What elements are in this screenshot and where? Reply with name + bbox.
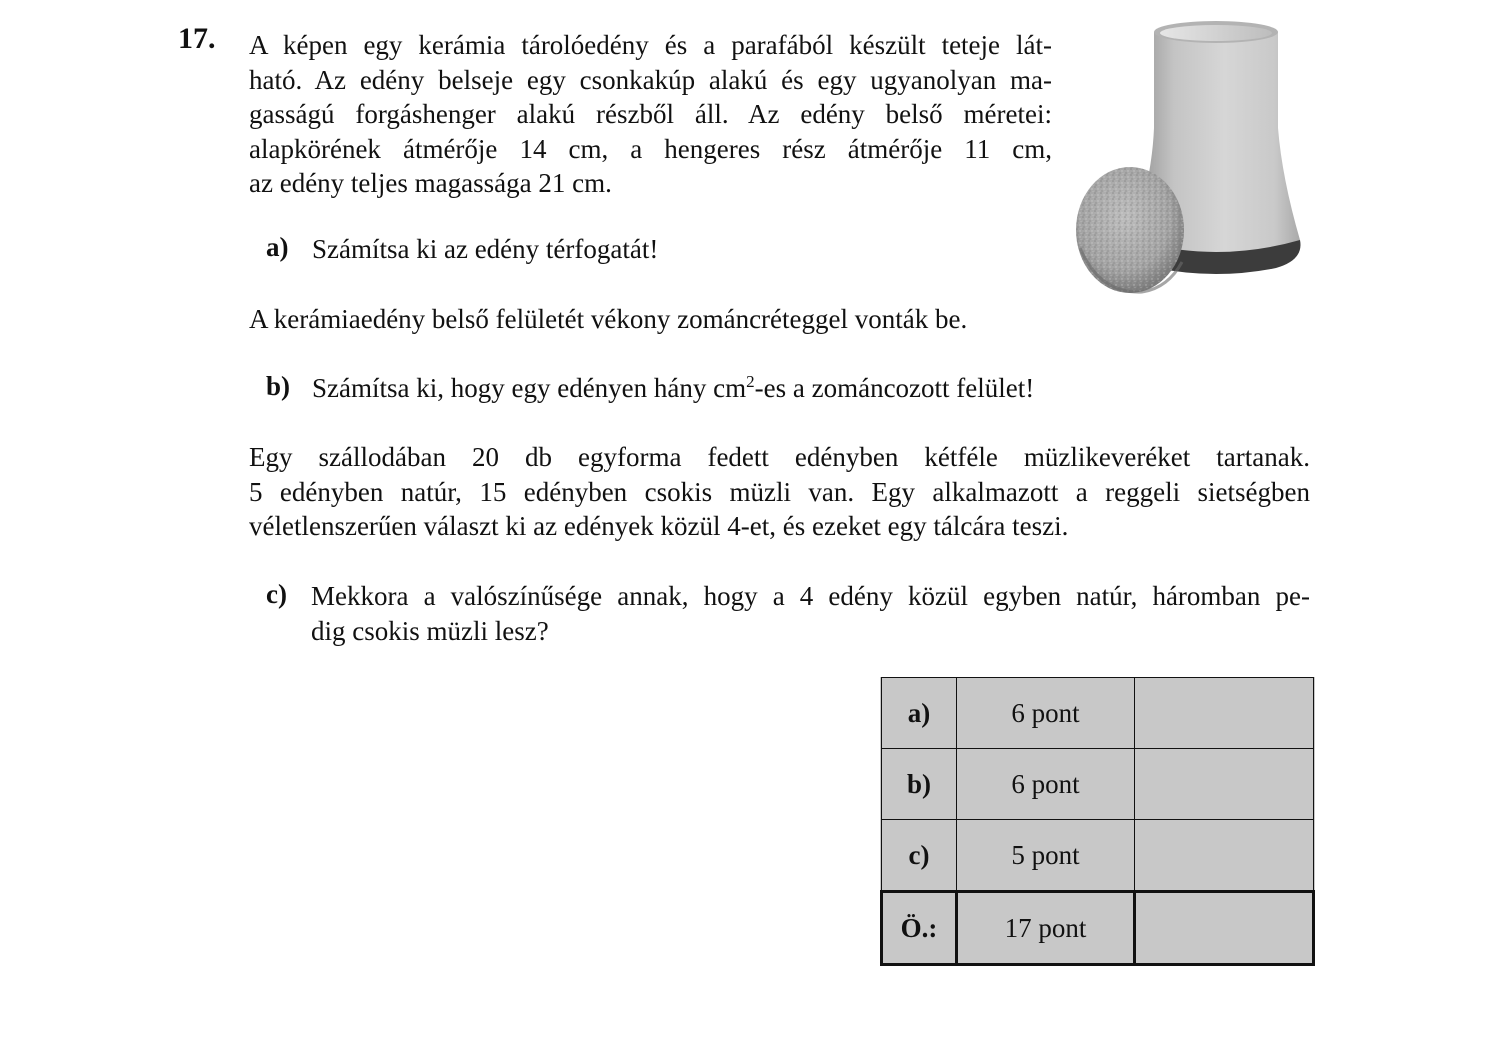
score-total-points: 17 pont <box>957 892 1135 965</box>
problem-number: 17. <box>178 22 216 55</box>
score-earned-cell[interactable] <box>1135 820 1314 892</box>
ceramic-jar-illustration <box>1070 18 1310 298</box>
score-max-points: 6 pont <box>957 678 1135 749</box>
part-c-line: Mekkora a valószínűsége annak, hogy a 4 edény közül egyben natúr, háromban pe- <box>311 581 1310 611</box>
score-table <box>880 677 1315 966</box>
score-earned-cell[interactable] <box>1135 749 1314 820</box>
hotel-paragraph <box>249 440 1310 544</box>
hotel-line: Egy szállodában 20 db egyforma fedett edényben kétféle müzlikeveréket tartanak. <box>249 442 1310 472</box>
score-total-label: Ö.: <box>882 892 957 965</box>
intro-line: ható. Az edény belseje egy csonkakúp alakú és egy ugyanolyan ma- <box>249 64 1052 95</box>
intro-paragraph <box>249 28 1052 201</box>
score-max-points: 6 pont <box>957 749 1135 820</box>
intro-line: gasságú forgáshenger alakú részből áll. Az edény belső méretei: <box>249 99 1052 129</box>
score-row-a <box>882 678 1314 749</box>
part-c-line: dig csokis müzli lesz? <box>311 615 549 646</box>
score-row-total <box>882 892 1314 965</box>
part-a-label: a) <box>266 232 289 262</box>
part-b-superscript: 2 <box>746 372 755 391</box>
part-c-question <box>311 579 1310 648</box>
part-b-label: b) <box>266 371 291 401</box>
hotel-line: 5 edényben natúr, 15 edényben csokis müzli van. Egy alkalmazott a reggeli sietségben <box>249 476 1310 507</box>
enamel-statement: A kerámiaedény belső felületét vékony zománcréteggel vonták be. <box>249 304 968 334</box>
score-earned-cell[interactable] <box>1135 678 1314 749</box>
part-a-question: Számítsa ki az edény térfogatát! <box>312 234 659 264</box>
part-b-question <box>312 371 1034 406</box>
intro-line: az edény teljes magassága 21 cm. <box>249 168 612 198</box>
intro-line: alapkörének átmérője 14 cm, a hengeres rész átmérője 11 cm, <box>249 133 1052 164</box>
part-b-text-after: -es a zománcozott felület! <box>754 373 1035 403</box>
score-row-b <box>882 749 1314 820</box>
score-part-label: b) <box>882 749 957 820</box>
score-total-earned-cell[interactable] <box>1135 892 1314 965</box>
score-max-points: 5 pont <box>957 820 1135 892</box>
score-row-c <box>882 820 1314 892</box>
part-c-label: c) <box>266 579 287 609</box>
hotel-line: véletlenszerűen választ ki az edények közül 4-et, és ezeket egy tálcára teszi. <box>249 511 1069 541</box>
part-b-text-before: Számítsa ki, hogy egy edényen hány cm <box>312 373 747 403</box>
score-part-label: a) <box>882 678 957 749</box>
score-part-label: c) <box>882 820 957 892</box>
intro-line: A képen egy kerámia tárolóedény és a parafából készült teteje lát- <box>249 30 1052 60</box>
